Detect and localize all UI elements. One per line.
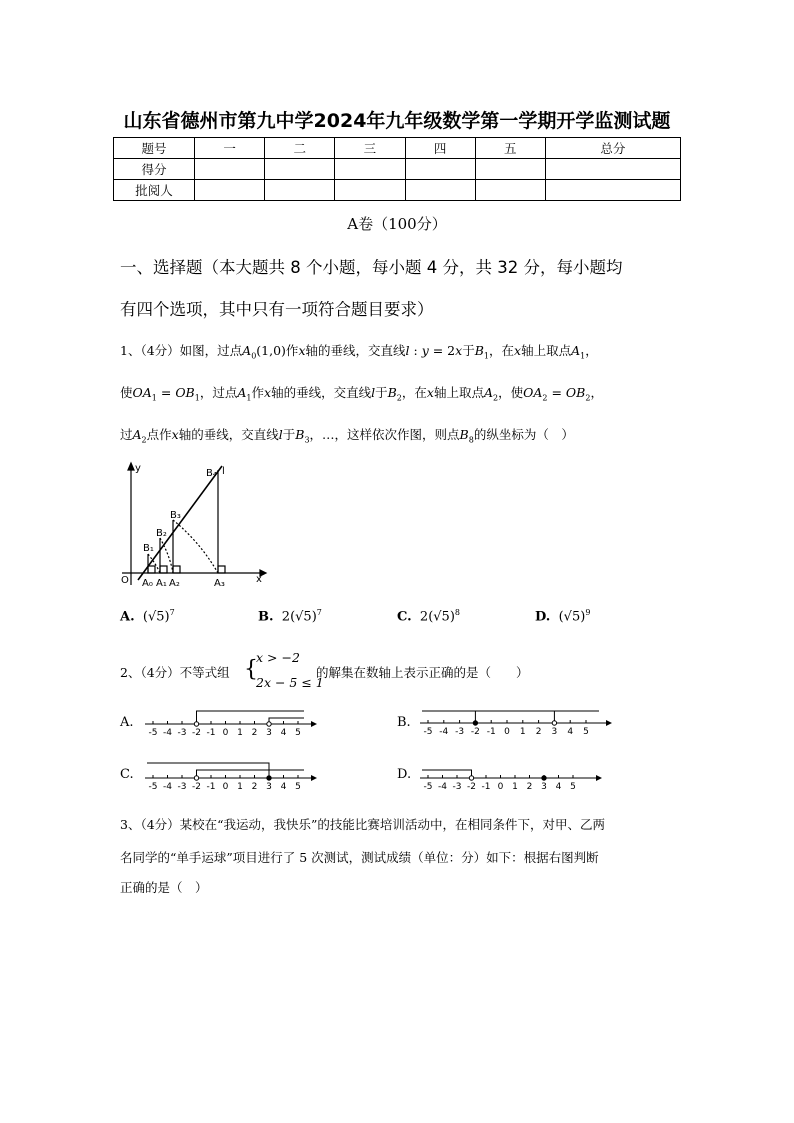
q1-line3: 过$A_2$点作x轴的垂线，交直线l于$B_3$，…，这样依次作图，则点$B_8$的纵坐标为（ ） [120,427,574,445]
q1-text: 过 [120,427,133,442]
q1-text: 使 [120,385,133,400]
q1-text: 轴的垂线，交直线 [178,427,279,442]
q1-text: 轴的垂线，交直线 [305,343,406,358]
q1-text: ，在 [488,343,514,358]
label-a3: A₃ [214,578,225,589]
q3-line1: 3、（4分）某校在“我运动，我快乐”的技能比赛培训活动中，在相同条件下，对甲、乙两 [120,817,605,832]
right-angle-mark [148,566,155,573]
table-cell [545,180,680,201]
score-table [113,137,681,201]
tick-label: 3 [541,782,547,792]
tick-label: 2 [251,782,258,792]
label-x: x [256,574,262,585]
label-a0: A₀ [142,578,153,589]
tick-label: -4 [438,782,447,792]
q1-option-b[interactable]: B. $2(√5)^7$ [258,608,322,625]
tick-label: 1 [237,782,243,792]
q1-option-c[interactable]: C. $2(√5)^8$ [397,608,460,625]
label-b3: B₃ [170,510,181,521]
q1-line2: 使$OA_1 = OB_1$，过点$A_1$作x轴的垂线，交直线l于$B_2$，在x轴上取点$A_2$，使$OA_2 = OB_2$， [120,385,603,403]
filled-point [473,721,477,725]
table-cell: 二 [265,138,335,159]
tick-label: 2 [251,728,258,738]
tick-label: 0 [497,782,504,792]
table-cell [195,159,265,180]
q1-option-d[interactable]: D. $(√5)^9$ [535,608,591,625]
q1-line1: 1、（4分）如图，过点$A_0(1,0)$作x轴的垂线，交直线l : y = 2x于$B_1$，在x轴上取点$A_1$， [120,343,598,361]
tick-label: 4 [567,727,574,737]
tick-label: -5 [423,727,433,737]
q3-line2: 名同学的“单手运球”项目进行了 5 次测试，测试成绩（单位：分）如下：根据右图判断 [120,850,599,865]
tick-label: 2 [535,727,542,737]
table-cell [475,159,545,180]
q1-text: 于 [462,343,475,358]
q1-text: ，…，这样依次作图，则点 [309,427,460,442]
table-row [114,180,681,201]
table-cell [335,159,405,180]
table-cell [195,180,265,201]
filled-point [267,776,271,780]
q2-option-a-label[interactable]: A. [120,715,134,730]
tick-label: -5 [148,728,158,738]
table-cell [405,180,475,201]
q2-suffix: 的解集在数轴上表示正确的是（ ） [316,665,529,680]
number-line-a[interactable] [143,708,318,740]
option-label: C. [397,609,412,625]
open-point [267,722,271,726]
label-b1: B₁ [143,543,154,554]
axis-arrow-icon [311,721,317,727]
tick-label: -1 [486,727,496,737]
option-label: B. [258,609,274,625]
table-cell: 总分 [545,138,680,159]
table-cell [475,180,545,201]
q1-text: 点作 [146,427,172,442]
table-cell: 题号 [114,138,195,159]
solution-ray [269,718,304,724]
q1-text: ，过点 [199,385,238,400]
tick-label: -5 [148,782,158,792]
solution-ray [422,770,472,778]
q1-text: 轴上取点 [433,385,484,400]
tick-label: -4 [439,727,449,737]
label-a1: A₁ [156,578,167,589]
filled-point [542,776,546,780]
label-b4: B₄ [206,468,217,479]
q1-figure [118,460,268,590]
open-point [194,722,198,726]
q1-text: ，在 [401,385,427,400]
tick-label: 3 [266,782,272,792]
option-power: 8 [454,608,460,617]
label-o: O [121,575,129,586]
axis-arrow-icon [606,720,612,726]
tick-label: 1 [237,728,243,738]
table-cell: 四 [405,138,475,159]
table-cell: 得分 [114,159,195,180]
tick-label: -2 [470,727,480,737]
tick-label: 3 [266,728,272,738]
tick-label: 5 [295,728,301,738]
section-heading-line1: 一、选择题（本大题共 8 个小题，每小题 4 分，共 32 分，每小题均 [120,258,623,277]
q1-text: 轴上取点 [521,343,572,358]
tick-label: -2 [467,782,476,792]
table-cell [545,159,680,180]
option-coef: 2 [281,609,291,625]
table-cell: 五 [475,138,545,159]
tick-label: 4 [280,728,287,738]
tick-label: -2 [192,782,201,792]
option-power: 9 [585,608,591,617]
open-point [469,776,473,780]
q2-option-c-label[interactable]: C. [120,767,134,782]
q1-text: 作 [285,343,299,358]
label-l: l [222,466,225,477]
section-heading-line2: 有四个选项，其中只有一项符合题目要求） [120,300,434,319]
solution-ray [422,711,554,723]
brace-icon: { [244,657,258,682]
right-angle-mark [160,566,167,573]
tick-label: 5 [583,727,589,737]
tick-label: -4 [163,782,172,792]
label-y: y [135,463,141,474]
table-cell [335,180,405,201]
right-angle-mark [218,566,225,573]
number-line-d[interactable] [418,762,603,792]
table-cell [265,180,335,201]
tick-label: 4 [555,782,562,792]
q1-text: 1、（4分）如图，过点 [120,343,243,358]
tick-label: -5 [423,782,433,792]
score-table-header-row [114,138,681,159]
table-cell: 三 [335,138,405,159]
tick-label: -3 [452,782,462,792]
tick-label: 1 [512,782,518,792]
table-cell: 一 [195,138,265,159]
tick-label: -1 [481,782,491,792]
q2-ineq2: 2x − 5 ≤ 1 [256,675,324,690]
open-point [552,721,556,725]
tick-label: 0 [222,782,229,792]
q1-text: 于 [375,385,388,400]
tick-label: 4 [280,782,287,792]
tick-label: -1 [206,782,216,792]
option-label: D. [535,609,551,625]
option-power: 7 [316,608,322,617]
label-a2: A₂ [169,578,180,589]
line-l [138,466,222,580]
q1-option-a[interactable]: A. $(√5)^7$ [120,608,175,625]
axis-arrow-icon [311,775,317,781]
q2-option-b-label[interactable]: B. [397,715,411,730]
q1-text: 于 [282,427,296,442]
open-point [194,776,198,780]
tick-label: 0 [504,727,510,737]
option-coef: 2 [419,609,429,625]
solution-ray [475,711,599,723]
q1-text: ，使 [498,385,524,400]
label-b2: B₂ [156,528,167,539]
volume-heading: A卷（100分） [347,215,447,233]
table-cell [265,159,335,180]
q1-text: 作 [251,385,264,400]
arc-3 [173,520,218,573]
tick-label: 5 [295,782,301,792]
q1-text: 的纵坐标为（ ） [473,427,574,442]
tick-label: 1 [519,727,526,737]
number-line-c[interactable] [143,760,318,792]
tick-label: 2 [526,782,533,792]
tick-label: -3 [455,727,465,737]
tick-label: -3 [177,728,187,738]
option-power: 7 [169,608,175,617]
axis-arrow-icon [596,775,602,781]
table-row [114,159,681,180]
table-cell [405,159,475,180]
solution-ray [197,770,305,778]
y-axis-arrow-icon [128,463,134,470]
q2-prefix: 2、（4分）不等式组 [120,665,230,680]
number-line-b[interactable] [418,704,613,740]
right-angle-mark [173,566,180,573]
q2-option-d-label[interactable]: D. [397,767,412,782]
tick-label: 0 [222,728,229,738]
tick-label: -3 [177,782,187,792]
q1-text: 轴的垂线，交直线 [271,385,372,400]
q3-line3: 正确的是（ ） [120,880,208,895]
tick-label: -2 [192,728,201,738]
exam-title: 山东省德州市第九中学2024年九年级数学第一学期开学监测试题 [123,110,671,132]
option-label: A. [120,609,135,625]
tick-label: -4 [163,728,172,738]
tick-label: -1 [206,728,216,738]
tick-label: 5 [570,782,576,792]
q2-ineq1: x > −2 [256,650,300,665]
tick-label: 3 [551,727,558,737]
table-cell: 批阅人 [114,180,195,201]
